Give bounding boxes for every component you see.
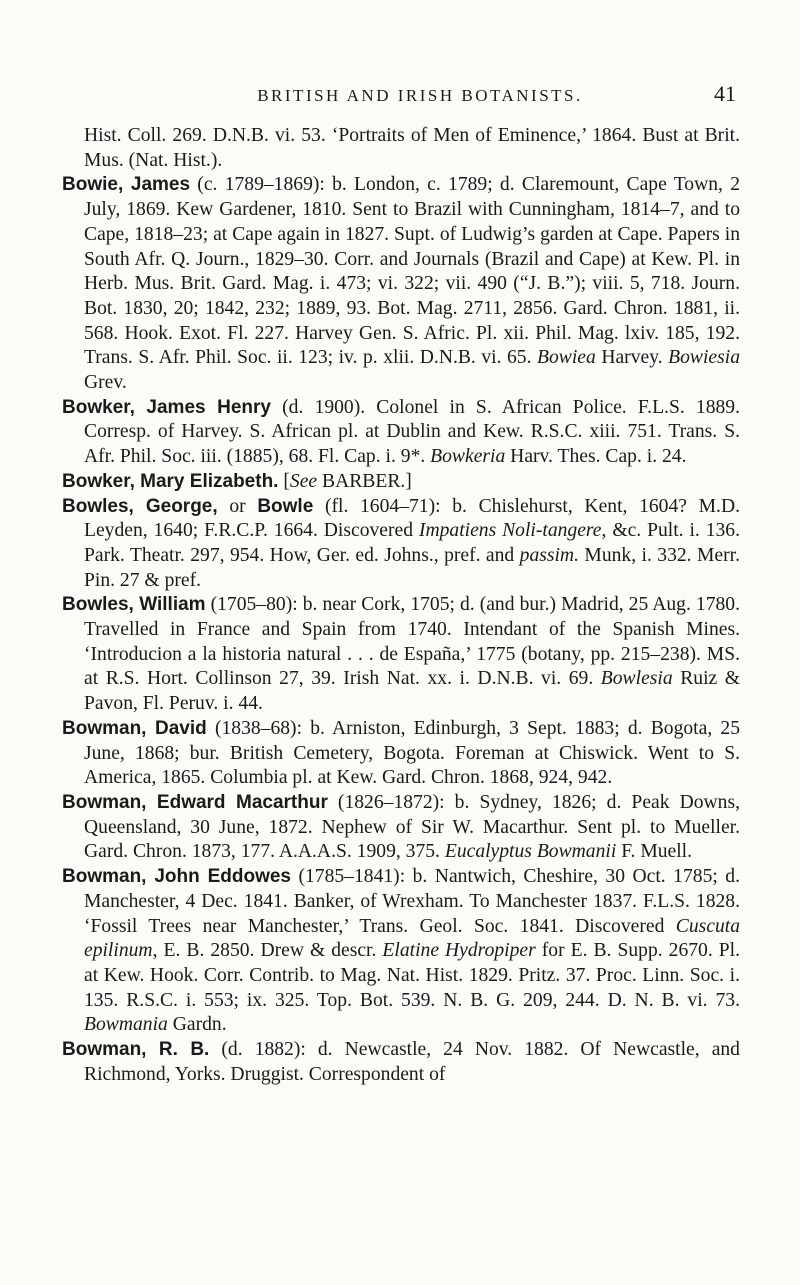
entry-text: Ruiz & Pavon, Fl. Peruv. i. 44. [84, 668, 741, 715]
entry-name-variant: Bowle [257, 495, 314, 517]
entry [62, 124, 740, 173]
running-header [60, 81, 740, 116]
entry-name: Bowman, David [62, 717, 207, 739]
entry-text: (d. 1882): d. Newcastle, 24 Nov. 1882. Of Newcastle, and Richmond, Yorks. Druggist. Correspondent of [84, 1039, 740, 1085]
entry-text: Munk, i. 332. Merr. Pin. 27 & pref. [84, 544, 740, 591]
italic-text: Bowmania [84, 1014, 168, 1036]
entry-name: Bowman, John Eddowes [62, 866, 291, 888]
entry-text: , E. B. 2850. Drew & descr. [152, 940, 383, 962]
italic-text: Bowiesia [668, 347, 740, 369]
entry-name: Bowles, George, [62, 495, 218, 517]
page-number: 41 [714, 81, 736, 106]
entry [62, 396, 740, 470]
entry-text: or [217, 495, 258, 517]
italic-text: Elatine Hydropiper [382, 940, 536, 962]
entry-text: Harv. Thes. Cap. i. 24. [505, 446, 687, 468]
entry-name: Bowman, R. B. [62, 1039, 210, 1061]
entry [62, 717, 740, 791]
entry-name: Bowman, Edward Macarthur [62, 791, 328, 813]
entry-text: BARBER.] [317, 470, 412, 492]
entry-text: (d. 1900). Colonel in S. African Police. F.L.S. 1889. Corresp. of Harvey. S. African pl. at Dublin and Kew. R.S.C. xiii. 751. Trans. S. Afr. Phil. Soc. iii. (1885), 68. Fl. Cap. i. 9*. [84, 396, 740, 468]
entry-text: for E. B. Supp. 2670. Pl. at Kew. Hook. Corr. Contrib. to Mag. Nat. Hist. 1829. Pritz. 37. Proc. Linn. Soc. i. 135. R.S.C. i. 553; ix. 325. Top. Bot. 539. N. B. G. 209, 244. D. N. B. vi. 73. [84, 940, 741, 1011]
entry [62, 495, 740, 594]
italic-text: passim. [519, 544, 579, 566]
italic-text: Bowlesia [600, 668, 673, 690]
entry-text: [ [278, 470, 290, 492]
entries-list [62, 124, 740, 1087]
entry [62, 470, 740, 495]
running-title: BRITISH AND IRISH BOTANISTS. [257, 86, 583, 105]
entry [62, 791, 740, 865]
entry-text: (1705–80): b. near Cork, 1705; d. (and bur.) Madrid, 25 Aug. 1780. Travelled in France and Spain from 1740. Intendant of the Spanish Mines. ‘Introducion a la historia natural . . . de España,’ 1775 (botany, pp. 215–238). MS. at R.S. Hort. Collinson 27, 39. Irish Nat. xx. i. D.N.B. vi. 69. [84, 594, 740, 690]
entry [62, 1038, 740, 1087]
entry-name: Bowker, James Henry [62, 396, 271, 418]
italic-text: See [289, 470, 318, 492]
entry [62, 865, 740, 1038]
entry [62, 173, 740, 395]
entry-text: (1838–68): b. Arniston, Edinburgh, 3 Sept. 1883; d. Bogota, 25 June, 1868; bur. British Cemetery, Bogota. Foreman at Chiswick. Went to S. America, 1865. Columbia pl. at Kew. Gard. Chron. 1868, 924, 942. [84, 717, 740, 789]
italic-text: Bowiea [537, 347, 596, 369]
entry-text: Hist. Coll. 269. D.N.B. vi. 53. ‘Portraits of Men of Eminence,’ 1864. Bust at Brit. Mus. (Nat. Hist.). [84, 125, 740, 171]
entry [62, 593, 740, 717]
entry-name: Bowie, James [62, 174, 191, 196]
entry-text: (fl. 1604–71): b. Chislehurst, Kent, 1604? M.D. Leyden, 1640; F.R.C.P. 1664. Discovered [84, 495, 741, 542]
entry-text: Gardn. [167, 1014, 227, 1036]
entry-name: Bowker, Mary Elizabeth. [62, 470, 279, 492]
entry-text: F. Muell. [616, 841, 693, 863]
entry-text: (1785–1841): b. Nantwich, Cheshire, 30 Oct. 1785; d. Manchester, 4 Dec. 1841. Banker, of Wrexham. To Manchester 1837. F.L.S. 1828. ‘Fossil Trees near Manchester,’ Trans. Geol. Soc. 1841. Discovered [84, 866, 740, 937]
entry-text: (c. 1789–1869): b. London, c. 1789; d. Claremount, Cape Town, 2 July, 1869. Kew Gardener, 1810. Sent to Brazil with Cunningham, 1814–7, and to Cape, 1818–23; at Cape again in 1827. Supt. of Ludwig’s garden at Cape. Papers in South Afr. Q. Journ., 1829–30. Corr. and Journals (Brazil and Cape) at Kew. Pl. in Herb. Mus. Brit. Gard. Mag. i. 473; vi. 322; vii. 490 (“J. B.”); viii. 5, 718. Journ. Bot. 1830, 20; 1842, 232; 1889, 93. Bot. Mag. 2711, 2856. Gard. Chron. 1881, ii. 568. Hook. Exot. Fl. 227. Harvey Gen. S. Afric. Pl. xii. Phil. Mag. lxiv. 185, 192. Trans. S. Afr. Phil. Soc. ii. 123; iv. p. xlii. D.N.B. vi. 65. [84, 174, 741, 369]
entry-text: Grev. [84, 372, 127, 394]
entry-name: Bowles, William [62, 594, 206, 616]
italic-text: Cuscuta epilinum [84, 915, 740, 962]
italic-text: Bowkeria [430, 446, 506, 468]
italic-text: Eucalyptus Bowmanii [444, 841, 617, 863]
entry-text: (1826–1872): b. Sydney, 1826; d. Peak Downs, Queensland, 30 June, 1872. Nephew of Sir W. Macarthur. Sent pl. to Mueller. Gard. Chron. 1873, 177. A.A.A.S. 1909, 375. [84, 791, 740, 863]
entry-text: , &c. Pult. i. 136. Park. Theatr. 297, 954. How, Ger. ed. Johns., pref. and [84, 520, 740, 566]
entry-text: Harvey. [595, 347, 669, 369]
italic-text: Impatiens Noli-tangere [418, 520, 602, 542]
